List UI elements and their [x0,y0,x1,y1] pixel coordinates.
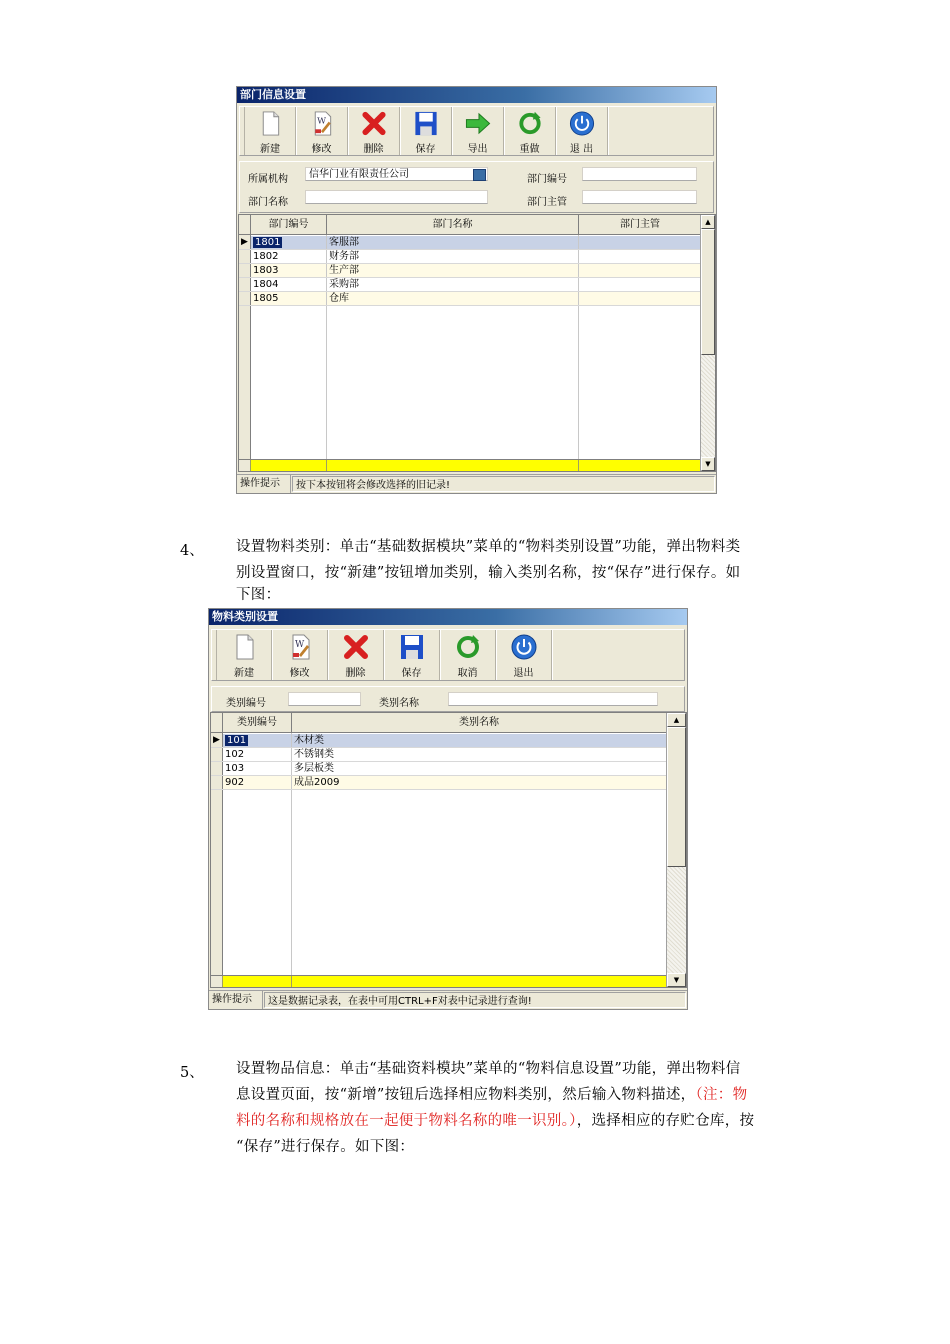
dept-no-label: 部门编号 [527,174,567,185]
toolbar [211,629,685,681]
exit-button[interactable]: 退 出 [556,107,608,155]
export-arrow-icon [463,110,493,137]
table-row[interactable]: ▶ 101 木材类 [211,734,667,748]
category-grid[interactable] [210,712,687,988]
scroll-up-button[interactable]: ▲ [667,713,686,727]
table-row[interactable]: 102 不锈钢类 [211,748,667,762]
edit-document-icon [307,110,337,137]
grid-footer-row [239,459,702,471]
status-message: 这是数据记录表，在表中可用CTRL+F对表中记录进行查询! [264,992,686,1008]
delete-button[interactable]: 删除 [328,630,384,680]
manager-field[interactable] [582,190,697,204]
vertical-scrollbar[interactable] [666,713,686,987]
step4-number: 4、 [180,543,204,559]
step5-paragraph: 设置物品信息：单击“基础资料模块”菜单的“物料信息设置”功能，弹出物料信 息设置页面，按“新增”按钮后选择相应物料类别，然后输入物料描述，（注：物 料的名称和规格放在一起便于物料名称的唯一识别。），选择相应的存贮仓库，按 “保存”进行保存。如下图： [236,1061,755,1155]
redo-icon [515,110,545,137]
org-label: 所属机构 [248,174,288,185]
new-document-icon [255,110,285,137]
save-disk-icon [411,110,441,137]
table-row[interactable]: 1804 采购部 [239,278,702,292]
status-message: 按下本按钮将会修改选择的旧记录! [292,476,715,492]
table-row[interactable]: 902 成品2009 [211,776,667,790]
scroll-thumb[interactable] [701,229,715,355]
window-title: 部门信息设置 [237,87,716,103]
col-header-dept-name[interactable]: 部门名称 [327,215,579,234]
grid-header [211,713,673,733]
col-header-cat-name[interactable]: 类别名称 [292,713,667,732]
table-row[interactable]: 103 多层板类 [211,762,667,776]
category-settings-window [208,608,688,1010]
table-row[interactable]: 1805 仓库 [239,292,702,306]
grid-footer-row [211,975,667,987]
new-document-icon [229,633,259,661]
org-field[interactable]: 信华门业有限责任公司 [305,167,488,181]
scroll-up-button[interactable]: ▲ [701,215,715,229]
toolbar [239,106,714,156]
delete-button[interactable]: 删除 [348,107,400,155]
new-button[interactable]: 新建 [216,630,272,680]
table-row[interactable]: 1802 财务部 [239,250,702,264]
status-label: 操作提示 [209,991,263,1009]
save-button[interactable]: 保存 [384,630,440,680]
save-button[interactable]: 保存 [400,107,452,155]
edit-button[interactable]: W 修改 [296,107,348,155]
delete-x-icon [359,110,389,137]
dept-form [239,161,714,213]
scroll-down-button[interactable]: ▼ [701,457,715,471]
status-bar [209,990,687,1009]
export-button[interactable]: 导出 [452,107,504,155]
power-icon [567,110,597,137]
table-row[interactable]: ▶ 1801 客服部 [239,236,702,250]
step5-number: 5、 [180,1065,204,1081]
power-icon [509,633,539,661]
manager-label: 部门主管 [527,197,567,208]
save-disk-icon [397,633,427,661]
cat-no-label: 类别编号 [226,698,266,709]
table-row[interactable]: 1803 生产部 [239,264,702,278]
svg-text:W: W [294,640,304,650]
cat-no-field[interactable] [288,692,361,706]
dept-name-field[interactable] [305,190,488,204]
cat-name-label: 类别名称 [379,698,419,709]
dept-grid[interactable] [238,214,716,472]
step4-paragraph: 设置物料类别：单击“基础数据模块”菜单的“物料类别设置”功能，弹出物料类 别设置窗口，按“新建”按钮增加类别，输入类别名称，按“保存”进行保存。如 下图： [236,539,741,603]
status-bar [237,474,716,493]
status-label: 操作提示 [237,475,291,493]
scroll-down-button[interactable]: ▼ [667,973,686,987]
scroll-thumb[interactable] [667,727,686,867]
col-header-cat-no[interactable]: 类别编号 [223,713,292,732]
delete-x-icon [341,633,371,661]
svg-text:W: W [316,116,326,127]
exit-button[interactable]: 退出 [496,630,552,680]
dept-no-field[interactable] [582,167,697,181]
category-form [211,686,685,712]
dept-settings-window [236,86,717,494]
edit-document-icon [285,633,315,661]
cat-name-field[interactable] [448,692,658,706]
grid-header [239,215,702,235]
col-header-manager[interactable]: 部门主管 [579,215,702,234]
redo-button[interactable]: 重做 [504,107,556,155]
window-title: 物料类别设置 [209,609,687,625]
dept-name-label: 部门名称 [248,197,288,208]
redo-icon [453,633,483,661]
new-button[interactable]: 新建 [244,107,296,155]
vertical-scrollbar[interactable] [700,215,715,471]
edit-button[interactable]: W 修改 [272,630,328,680]
cancel-button[interactable]: 取消 [440,630,496,680]
col-header-dept-no[interactable]: 部门编号 [251,215,327,234]
org-lookup-icon[interactable] [473,169,486,181]
